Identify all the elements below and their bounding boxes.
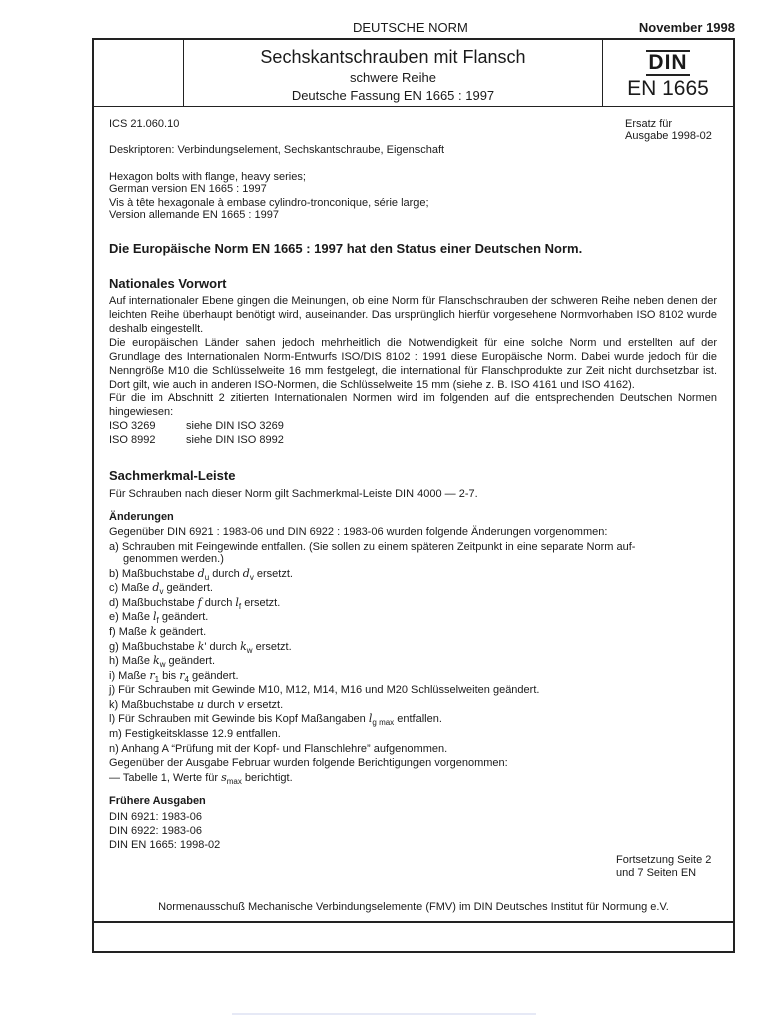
vorwort-paragraph-3: Für die im Abschnitt 2 zitierten Internationalen Normen wird im folgenden auf die entsprechenden Deutschen Normen hingewiesen: <box>109 392 717 418</box>
ics-code: ICS 21.060.10 <box>109 118 180 130</box>
vorwort-heading: Nationales Vorwort <box>109 276 227 291</box>
change-i: i) Maße $r_1$ bis $r_4$ geändert. <box>109 669 239 685</box>
document-title: Sechskantschrauben mit Flansch <box>260 47 526 67</box>
change-f: f) Maße k geändert. <box>109 625 207 638</box>
aenderungen-heading: Änderungen <box>109 511 174 523</box>
document-version: Deutsche Fassung EN 1665 : 1997 <box>291 88 495 103</box>
sachmerkmal-heading: Sachmerkmal-Leiste <box>109 468 236 483</box>
continuation-note: Fortsetzung Seite 2 <box>616 854 712 866</box>
sachmerkmal-text: Für Schrauben nach dieser Norm gilt Sachmerkmal-Leiste DIN 4000 — 2-7. <box>109 488 478 500</box>
vorwort-paragraph-2: Die europäischen Länder sahen jedoch mehrheitlich die Notwendigkeit für eine solche Norm und erstellten auf der Grundlage des Internationalen Norm-Entwurfs ISO/DIS 8102 : 1991 diese Europäische Norm. Dabei wurde jedoch für die Nenngröße M10 die Schlüsselweite 16 mm festgelegt, die international für Flanschprodukte zur Zeit nicht durchsetzbar ist. Dort gilt, wie auch in anderen ISO-Normen, die Schlüsselweite 15 mm (siehe z. B. ISO 4161 und ISO 4162). <box>109 337 717 391</box>
title-en-version: German version EN 1665 : 1997 <box>109 183 267 195</box>
change-a: a) Schrauben mit Feingewinde entfallen. (Sie sollen zu einem späteren Zeitpunkt in eine separate Norm auf- <box>109 541 636 553</box>
bottom-scroll-strip <box>232 1013 536 1015</box>
norm-type: DEUTSCHE NORM <box>353 20 468 35</box>
ref-din: siehe DIN ISO 3269 <box>186 420 284 432</box>
footer-divider <box>92 921 735 923</box>
title-fr-version: Version allemande EN 1665 : 1997 <box>109 209 280 221</box>
change-l: l) Für Schrauben mit Gewinde bis Kopf Maßangaben $l_{g max}$ entfallen. <box>109 712 442 728</box>
issue-date: November 1998 <box>638 20 735 35</box>
ref-din: siehe DIN ISO 8992 <box>186 434 284 446</box>
change-g: g) Maßbuchstabe k' durch $k_w$ ersetzt. <box>109 640 292 656</box>
corrections-intro: Gegenüber der Ausgabe Februar wurden folgende Berichtigungen vorgenommen: <box>109 757 508 769</box>
din-number: EN 1665 <box>627 77 709 100</box>
change-b: b) Maßbuchstabe $d_u$ durch $d_v$ ersetzt. <box>109 567 293 583</box>
title-en: Hexagon bolts with flange, heavy series; <box>109 171 306 183</box>
correction-item: — Tabelle 1, Werte für $s_{max}$ berichtigt. <box>109 771 293 787</box>
fruehere-heading: Frühere Ausgaben <box>109 795 206 807</box>
descriptors: Deskriptoren: Verbindungselement, Sechskantschraube, Eigenschaft <box>109 144 445 156</box>
change-h: h) Maße $k_w$ geändert. <box>109 654 216 670</box>
ref-iso: ISO 8992 <box>109 434 156 446</box>
change-d: d) Maßbuchstabe f durch $l_f$ ersetzt. <box>109 596 281 612</box>
title-fr: Vis à tête hexagonale à embase cylindro-tronconique, série large; <box>109 197 429 209</box>
vorwort-paragraph-1: Auf internationaler Ebene gingen die Meinungen, ob eine Norm für Flanschschrauben der schweren Reihe neben denen der leichten Reihe überhaupt benötigt wird, auseinander. Das ursprünglich hierfür vorgesehene Normvorhaben ISO 8102 wurde deshalb eingestellt. <box>109 295 717 335</box>
header-left-cell <box>92 38 184 107</box>
change-a-continued: genommen werden.) <box>123 553 224 565</box>
change-e: e) Maße $l_f$ geändert. <box>109 610 209 626</box>
change-k: k) Maßbuchstabe u durch v ersetzt. <box>109 698 284 711</box>
earlier-edition: DIN EN 1665: 1998-02 <box>109 839 221 851</box>
ersatz-label: Ersatz für <box>625 118 673 130</box>
ref-iso: ISO 3269 <box>109 420 156 432</box>
header-bottom-line <box>92 106 735 107</box>
footer-committee: Normenausschuß Mechanische Verbindungselemente (FMV) im DIN Deutsches Institut für Normung e.V. <box>158 901 669 913</box>
aenderungen-intro: Gegenüber DIN 6921 : 1983-06 und DIN 6922 : 1983-06 wurden folgende Änderungen vorgenommen: <box>109 526 608 538</box>
change-m: m) Festigkeitsklasse 12.9 entfallen. <box>109 728 281 740</box>
document-subtitle: schwere Reihe <box>350 70 436 85</box>
change-c: c) Maße $d_v$ geändert. <box>109 581 213 597</box>
continuation-pages: und 7 Seiten EN <box>616 867 697 879</box>
earlier-edition: DIN 6921: 1983-06 <box>109 811 202 823</box>
header-divider <box>602 38 603 107</box>
change-j: j) Für Schrauben mit Gewinde M10, M12, M14, M16 und M20 Schlüsselweiten geändert. <box>109 684 540 696</box>
earlier-edition: DIN 6922: 1983-06 <box>109 825 202 837</box>
din-logo: DIN <box>646 50 690 76</box>
change-n: n) Anhang A “Prüfung mit der Kopf- und Flanschlehre” aufgenommen. <box>109 743 448 755</box>
ersatz-edition: Ausgabe 1998-02 <box>625 130 712 142</box>
status-heading: Die Europäische Norm EN 1665 : 1997 hat den Status einer Deutschen Norm. <box>109 241 583 256</box>
